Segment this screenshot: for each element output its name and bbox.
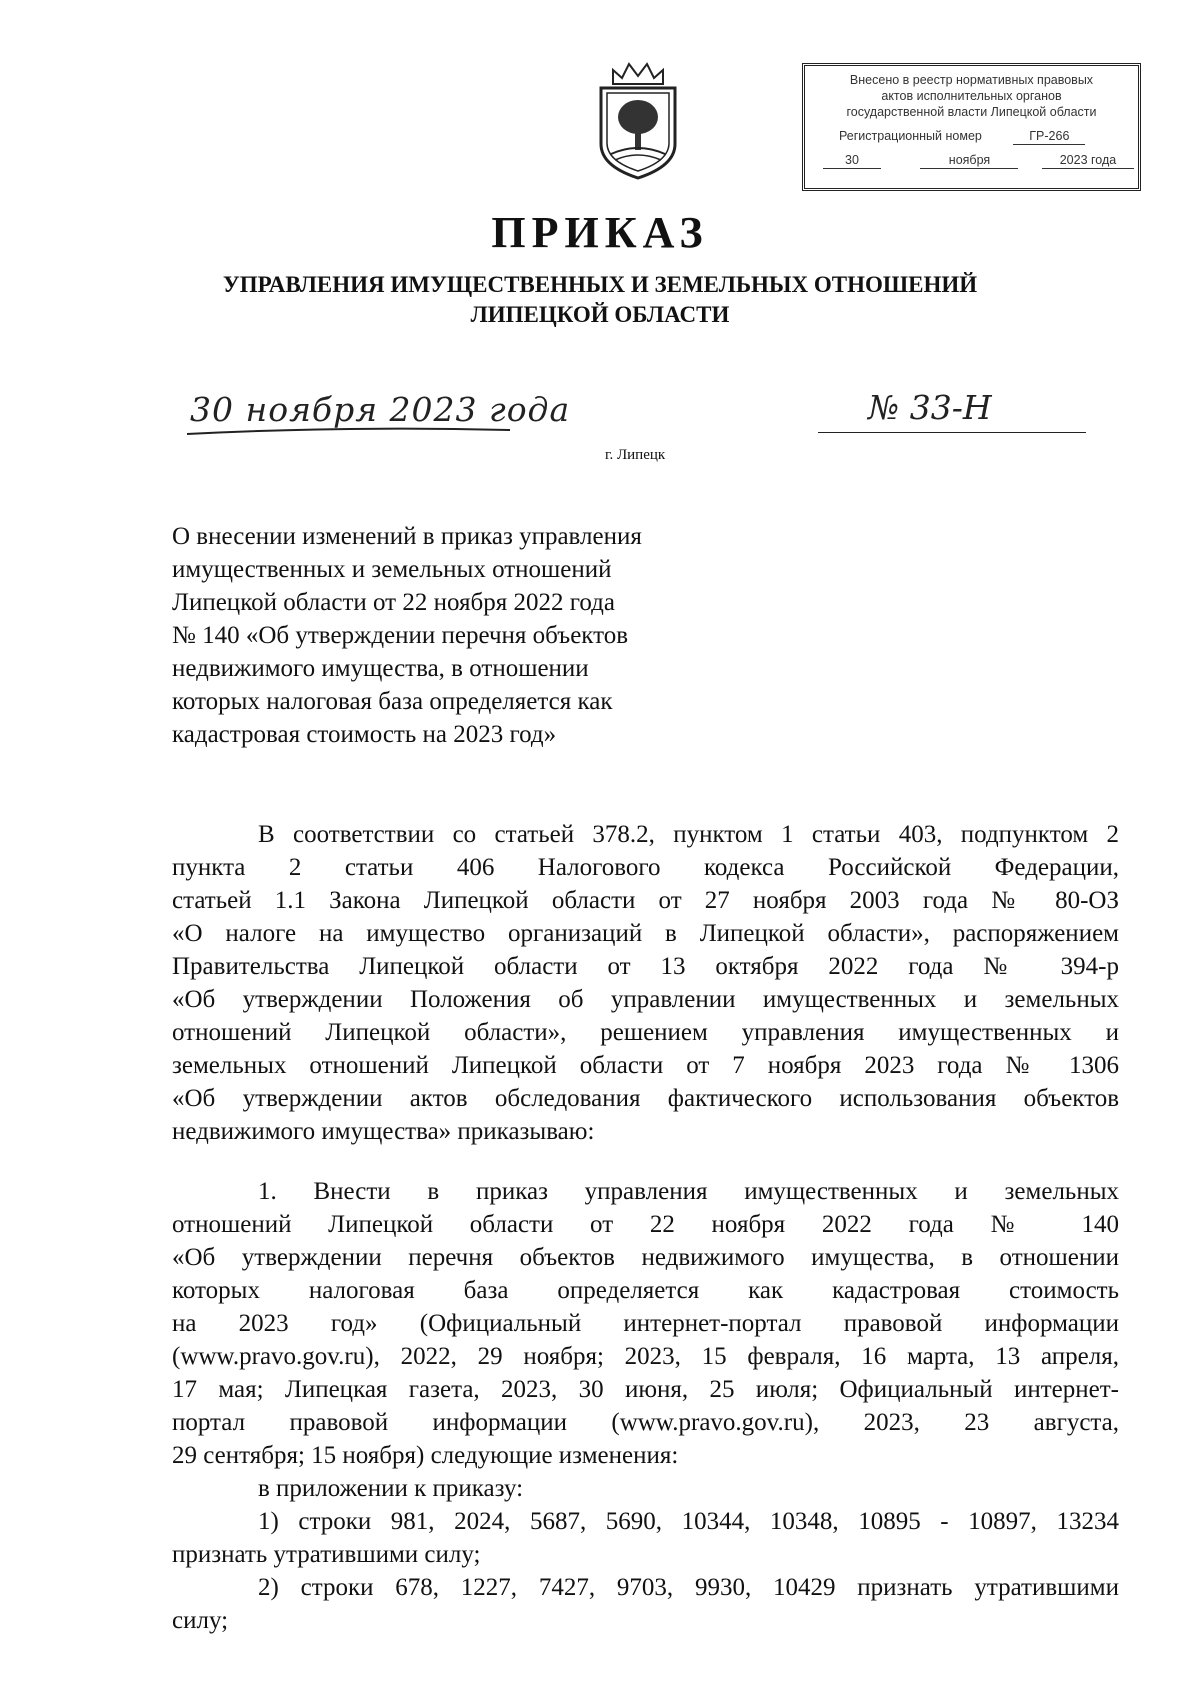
item1-line: отношений Липецкой области от 22 ноября 2022 года № 140 bbox=[172, 1211, 1119, 1238]
stamp-line-3: государственной власти Липецкой области bbox=[846, 105, 1097, 119]
registry-stamp bbox=[802, 63, 1141, 191]
preamble-line: «Об утверждении Положения об управлении имущественных и земельных bbox=[172, 986, 1119, 1013]
subitem-1-line: 1) строки 981, 2024, 5687, 5690, 10344, 10348, 10895 - 10897, 13234 bbox=[258, 1508, 1119, 1535]
item1-line: (www.pravo.gov.ru), 2022, 29 ноября; 2023, 15 февраля, 16 марта, 13 апреля, bbox=[172, 1343, 1119, 1370]
preamble-line: статьей 1.1 Закона Липецкой области от 27 ноября 2003 года № 80-ОЗ bbox=[172, 887, 1119, 914]
preamble-line: недвижимого имущества» приказываю: bbox=[172, 1118, 595, 1145]
stamp-registration-row bbox=[805, 128, 1172, 145]
item1-line: 29 сентября; 15 ноября) следующие изменения: bbox=[172, 1442, 679, 1469]
subject-block bbox=[172, 520, 732, 751]
stamp-line-1: Внесено в реестр нормативных правовых bbox=[849, 73, 1094, 87]
item1-line: которых налоговая база определяется как кадастровая стоимость bbox=[172, 1277, 1119, 1304]
stamp-day: 30 bbox=[823, 152, 881, 169]
stamp-registration-label: Регистрационный номер bbox=[839, 129, 982, 143]
stamp-registration-number: ГР-266 bbox=[1013, 128, 1085, 145]
subitem-2-line: 2) строки 678, 1227, 7427, 9703, 9930, 10429 признать утратившими bbox=[258, 1574, 1119, 1601]
handwritten-number: № 33-Н bbox=[868, 388, 992, 427]
number-underline bbox=[818, 432, 1086, 433]
subject-line: недвижимого имущества, в отношении bbox=[172, 655, 589, 682]
item1-line: 1. Внести в приказ управления имущественных и земельных bbox=[258, 1178, 1119, 1205]
subject-line: О внесении изменений в приказ управления bbox=[172, 523, 642, 550]
subject-line: кадастровая стоимость на 2023 год» bbox=[172, 721, 557, 748]
preamble-line: «Об утверждении актов обследования фактического использования объектов bbox=[172, 1085, 1119, 1112]
stamp-date-row bbox=[805, 152, 1156, 169]
annex-intro: в приложении к приказу: bbox=[258, 1475, 524, 1502]
preamble-line: В соответствии со статьей 378.2, пунктом 1 статьи 403, подпунктом 2 bbox=[258, 821, 1119, 848]
item1-line: «Об утверждении перечня объектов недвижимого имущества, в отношении bbox=[172, 1244, 1119, 1271]
date-underline-stroke bbox=[185, 422, 515, 442]
item1-line: на 2023 год» (Официальный интернет-портал правовой информации bbox=[172, 1310, 1119, 1337]
preamble-line: пункта 2 статьи 406 Налогового кодекса Российской Федерации, bbox=[172, 854, 1119, 881]
stamp-month: ноября bbox=[920, 152, 1018, 169]
item1-line: портал правовой информации (www.pravo.gov.ru), 2023, 23 августа, bbox=[172, 1409, 1119, 1436]
coat-of-arms-emblem bbox=[595, 62, 681, 182]
stamp-year: 2023 года bbox=[1042, 152, 1134, 169]
issuer-line-1: УПРАВЛЕНИЯ ИМУЩЕСТВЕННЫХ И ЗЕМЕЛЬНЫХ ОТНОШЕНИЙ bbox=[222, 272, 978, 297]
issuer-line-2: ЛИПЕЦКОЙ ОБЛАСТИ bbox=[470, 302, 730, 327]
handwritten-date: 30 ноября 2023 года bbox=[190, 390, 571, 429]
preamble-line: отношений Липецкой области», решением управления имущественных и bbox=[172, 1019, 1119, 1046]
preamble-line: Правительства Липецкой области от 13 октября 2022 года № 394-р bbox=[172, 953, 1119, 980]
item1-line: 17 мая; Липецкая газета, 2023, 30 июня, 25 июля; Официальный интернет- bbox=[172, 1376, 1119, 1403]
subject-line: Липецкой области от 22 ноября 2022 года bbox=[172, 589, 615, 616]
subject-line: № 140 «Об утверждении перечня объектов bbox=[172, 622, 629, 649]
stamp-line-2: актов исполнительных органов bbox=[881, 89, 1062, 103]
subject-line: имущественных и земельных отношений bbox=[172, 556, 612, 583]
city-label: г. Липецк bbox=[605, 447, 666, 463]
subject-line: которых налоговая база определяется как bbox=[172, 688, 613, 715]
preamble-line: «О налоге на имущество организаций в Липецкой области», распоряжением bbox=[172, 920, 1119, 947]
document-title: ПРИКАЗ bbox=[491, 208, 709, 257]
subitem-1-line: признать утратившими силу; bbox=[172, 1541, 481, 1568]
subitem-2-line: силу; bbox=[172, 1607, 229, 1634]
preamble-line: земельных отношений Липецкой области от 7 ноября 2023 года № 1306 bbox=[172, 1052, 1119, 1079]
